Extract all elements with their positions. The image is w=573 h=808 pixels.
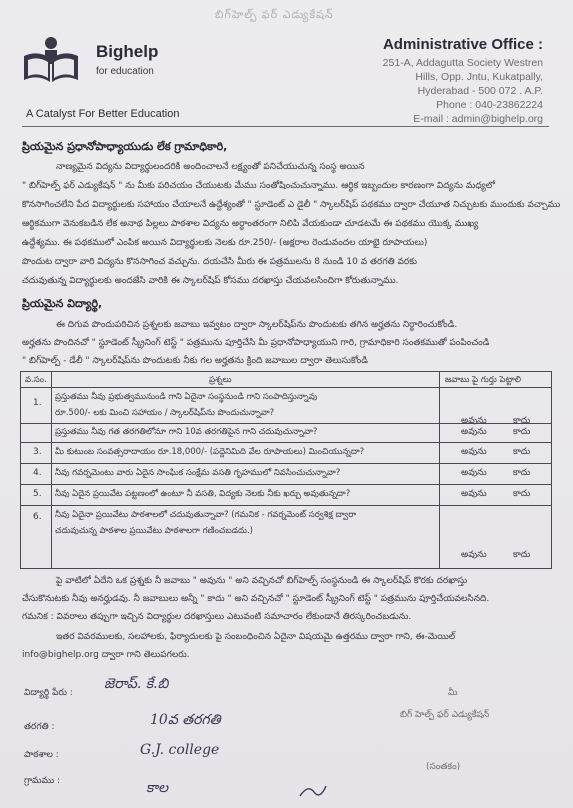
- student-name-label: విద్యార్థి పేరు :: [24, 688, 73, 698]
- answer-no: కాదు: [513, 427, 531, 437]
- table-row: 5. నీవు ఏదైన ప్రయివేట పట్టణంలో ఉంటూ నీ వసతి, విద్యకు నెలకు నీకు ఖర్చు అవుతున్నదా? అవును కాదు: [21, 484, 551, 485]
- office-phone: Phone : 040-23862224: [436, 99, 543, 111]
- table-row: 6. నీవు ఏదైనా ప్రయివేటు పాఠశాలలో చదువుతున్నావా? (గమనిక - గవర్నమెంట్ సర్వశిక్ష ద్వారా చదువుచున్న పాఠశాల ప్రయివేటు పాఠశాలగా గణించబడదు.) అవును కాదు: [21, 505, 551, 568]
- eligibility-table: [20, 371, 552, 569]
- office-email: E-mail : admin@bighelp.org: [413, 113, 543, 125]
- answer-no: కాదు: [513, 489, 531, 499]
- paragraph-line: ఈ దిగువ పొందుపరిచిన ప్రశ్నలకు జవాబు ఇవ్వటం ద్వారా స్కాలర్‌షిప్‌ను పొందుటకు తగిన అర్హతను నిర్ధారించుకోండి.: [56, 320, 458, 330]
- table-row: 1. ప్రస్తుతము నీవు ప్రభుత్వమునుండి గాని ఏదైనా సంస్థనుండి గాని సంపాదిస్తున్నావు రూ.500/- లకు మించి సహాయం / స్కాలర్‌షిప్‌ను పొందుచున్నావా? అవును కాదు: [21, 387, 551, 388]
- signature-mark: మీ: [448, 688, 458, 698]
- faint-header-line: బిగ్‌హెల్ప్ ఫర్ ఎడ్యుకేషన్: [215, 8, 334, 21]
- paragraph-line: ఇతర వివరములకు, సలహాలకు, ఫిర్యాదులకు పై సంబంధించిన ఏదైనా విషయమై ఉత్తరము ద్వారా గాని, ఈ-మెయిల్: [56, 632, 456, 642]
- paragraph-line: అర్హతను పొందినచో " స్టూడెంట్ స్క్రీనింగ్ టెస్ట్ " పత్రమును పూర్తిచేసి మీ ప్రధానోపాధ్యాయుని గారి, గ్రామాధికారి సంతకముతో పంపించండి: [22, 338, 490, 348]
- signature-org: బిగ్ హెల్ప్ ఫర్ ఎడ్యుకేషన్: [400, 710, 490, 720]
- paragraph-line: " బిగ్‌హెల్ప్ ఫర్ ఎడ్యుకేషన్ " ను మీకు పరిచయం చేయుటకు మేము సంతోషించుచున్నాము. ఆర్థిక ఇబ్బందుల కారణంగా విద్యను మధ్యలో: [22, 181, 496, 191]
- header-divider: [22, 126, 549, 127]
- office-address-line: Hills, Opp. Jntu, Kukatpally,: [415, 71, 543, 83]
- contact-email-line: info@bighelp.org ద్వారా గాని తెలుపగలరు.: [22, 650, 190, 660]
- answer-no: కాదు: [513, 447, 531, 457]
- school-value: G.J. college: [140, 742, 220, 758]
- office-address-line: 251-A, Addagutta Society Westren: [382, 57, 543, 69]
- column-header-sno: వ.సం.: [25, 375, 47, 385]
- paragraph-line: ఉద్దేశ్యము. ఈ పథకములో ఎంపిక అయిన విద్యార్థులకు నెలకు రూ.250/- (అక్షరాల రెండువందల యాభై రూపాయలు): [22, 238, 428, 248]
- class-label: తరగతి :: [24, 722, 55, 732]
- answer-yes: అవును: [461, 427, 487, 437]
- answer-yes: అవును: [461, 550, 487, 560]
- office-address-line: Hyderabad - 500 072 . A.P.: [417, 85, 543, 97]
- answer-no: కాదు: [513, 416, 531, 426]
- paragraph-line: నాణ్యమైన విద్యను విద్యార్థులందరికి అందించాలనే లక్ష్యంతో పనిచేయుచున్న సంస్థ అయిన: [56, 162, 365, 172]
- column-header-answer: జవాబు పై గుర్తు పెట్టాలి: [445, 375, 522, 385]
- answer-yes: అవును: [461, 447, 487, 457]
- salutation-headmaster: ప్రియమైన ప్రధానోపాధ్యాయుడు లేక గ్రామాధికారి,: [22, 140, 228, 153]
- table-row: ప్రస్తుతము నీవు గత తరగతిలోనూ గాని 10వ తరగతిపైన గాని చదువుచున్నావా? అవును కాదు: [21, 423, 551, 424]
- salutation-student: ప్రియమైన విద్యార్థి,: [22, 297, 103, 310]
- table-row: 3. మీ కుటుంబ సంవత్సరాదాయం రూ.18,000/- (పద్దెనిమిది వేల రూపాయలు) మించియున్నదా? అవును కాదు: [21, 442, 551, 443]
- student-name-value: జెరాప్. కే.బి: [104, 676, 169, 692]
- signature-title: (సంతకం): [426, 762, 461, 772]
- brand-name: Bighelp: [96, 42, 159, 61]
- answer-yes: అవును: [461, 489, 487, 499]
- paragraph-line: " బిగ్‌హెల్ప్ - డేలీ " స్కాలర్‌షిప్‌ను పొందుటకు నీకు గల అర్హతను క్రింది జవాబుల ద్వారా తెలుసుకోండి: [22, 356, 368, 366]
- paragraph-line: చేసుకొనుటకు నీవు అనర్హుడవు. నీ జవాబులు అన్నీ " కాదు " అని వచ్చినచో " స్టూడెంట్ స్క్రీనింగ్ టెస్ట్ " పత్రమును పూర్తిచేయవలసినది.: [22, 594, 490, 604]
- table-row: 4. నీవు గవర్నమెంటు వారు ఏదైన సాంఘిక సంక్షేమ వసతి గృహములో నివసించుచున్నావా? అవును కాదు: [21, 463, 551, 464]
- village-label: గ్రామము :: [24, 776, 61, 786]
- answer-no: కాదు: [513, 550, 531, 560]
- paragraph-line: ఆర్థికముగా వెనుకబడిన లేక అనాథ పిల్లలు పాఠశాల విద్యను అర్ధాంతరంగా నిలిపి వేయకుండా చూడటమే ఈ పథకము యొక్క ముఖ్య: [22, 219, 479, 229]
- column-header-questions: ప్రశ్నలు: [209, 375, 232, 385]
- paragraph-line: పొందుట ద్వారా వారి విద్యను కొనసాగించ వచ్చును. దయచేసి మీరు ఈ పత్రములను 8 నుండి 10 వ తరగతి వరకు: [22, 257, 418, 267]
- class-value: 10వ తరగతి: [150, 712, 221, 728]
- tagline: A Catalyst For Better Education: [26, 108, 180, 120]
- paragraph-line: చదువుతున్న విద్యార్థులకు అందజేసి వారికి ఈ స్కాలర్‌షిప్ కోసము దరఖాస్తు చేయవలసిందిగా కోరుతున్నాము.: [22, 276, 399, 286]
- handwritten-stroke: [298, 780, 328, 800]
- answer-yes: అవును: [461, 416, 487, 426]
- bighelp-logo-icon: [22, 36, 80, 86]
- paragraph-line: పై వాటిలో ఏదేని ఒక ప్రశ్నకు నీ జవాబు " అవును " అని వచ్చినచో బిగ్‌హెల్ప్ సంస్థనుండి ఈ స్కాలర్‌షిప్ కొరకు దరఖాస్తు: [56, 576, 468, 586]
- office-title: Administrative Office :: [382, 36, 543, 53]
- answer-no: కాదు: [513, 468, 531, 478]
- paragraph-line: గమనిక : వివరాలు తప్పుగా ఇచ్చిన విద్యార్థుల దరఖాస్తులు ఎటువంటి సమాచారం లేకుండానే తిరస్కరించబడును.: [22, 612, 412, 622]
- office-address-block: [383, 36, 543, 126]
- answer-yes: అవును: [461, 468, 487, 478]
- brand-subtitle: for education: [96, 66, 154, 77]
- paragraph-line: కొనసాగించలేని పేద విద్యార్థులకు సహాయం చేయాలనే ఉద్దేశ్యంతో " స్టూడెంట్ ఎ డైలీ " స్కాలర్‌షిప్ పథకము ద్వారా చేయూత నిచ్చుటకు ముందుకు వచ్చాము: [22, 200, 561, 210]
- village-value: కాల: [146, 780, 169, 796]
- school-label: పాఠశాల :: [24, 750, 59, 760]
